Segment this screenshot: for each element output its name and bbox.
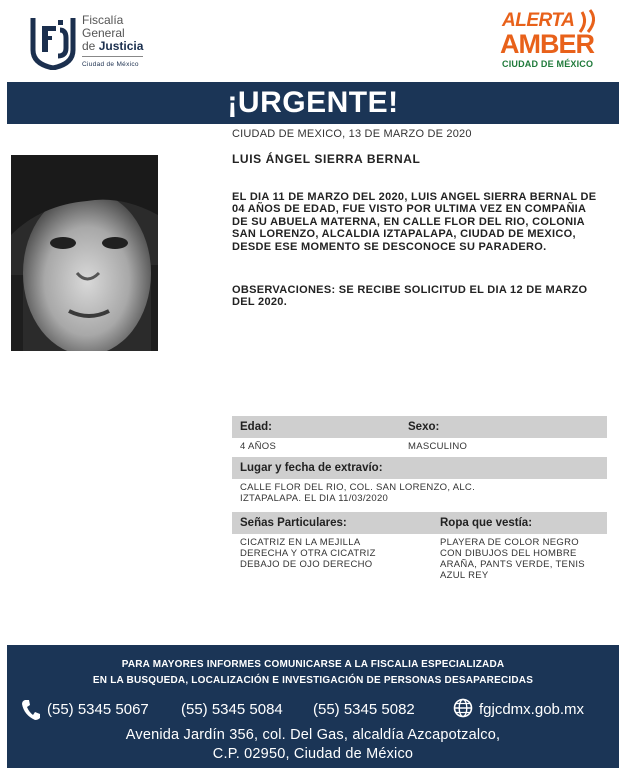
globe-icon <box>453 698 473 718</box>
phone-icon <box>21 699 41 721</box>
amber-line1: ALERTA <box>502 10 575 31</box>
place-value-line2: IZTAPALAPA. EL DIA 11/03/2020 <box>240 493 389 504</box>
date-place: CIUDAD DE MEXICO, 13 DE MARZO DE 2020 <box>232 128 472 140</box>
signal-wave-icon <box>578 8 606 34</box>
marks-label: Señas Particulares: <box>232 512 432 534</box>
sex-label: Sexo: <box>400 416 607 438</box>
urgent-banner: ¡URGENTE! <box>7 82 619 124</box>
fgj-line4: Ciudad de México <box>82 56 143 71</box>
fgj-line1: Fiscalía <box>82 13 124 27</box>
phone-number-1[interactable]: (55) 5345 5067 <box>47 701 149 718</box>
footer-contact-row <box>7 697 619 723</box>
clothes-value-line4: AZUL REY <box>440 570 489 581</box>
phone-number-3[interactable]: (55) 5345 5082 <box>313 701 415 718</box>
clothes-value-line3: ARAÑA, PANTS VERDE, TENIS <box>440 559 585 570</box>
age-value: 4 AÑOS <box>240 441 277 452</box>
fgj-line2: General <box>82 26 125 40</box>
missing-person-name: LUIS ÁNGEL SIERRA BERNAL <box>232 152 421 166</box>
footer-info-line2: EN LA BUSQUEDA, LOCALIZACIÓN E INVESTIGACIÓN DE PERSONAS DESAPARECIDAS <box>92 675 534 686</box>
address-line2: C.P. 02950, Ciudad de México <box>212 746 414 762</box>
marks-value-line1: CICATRIZ EN LA MEJILLA <box>240 537 361 548</box>
case-observations: OBSERVACIONES: SE RECIBE SOLICITUD EL DIA 12 DE MARZO DEL 2020. <box>232 284 588 309</box>
missing-person-photo <box>11 155 158 351</box>
clothes-value-line2: CON DIBUJOS DEL HOMBRE <box>440 548 577 559</box>
fgj-line3-bold: Justicia <box>98 39 144 53</box>
fgj-shield-icon <box>30 14 76 70</box>
amber-line3: CIUDAD DE MÉXICO <box>502 59 594 69</box>
clothes-label: Ropa que vestía: <box>432 512 607 534</box>
place-label: Lugar y fecha de extravío: <box>232 457 607 479</box>
fgj-line3-prefix: de <box>82 39 96 53</box>
website-link[interactable]: fgjcdmx.gob.mx <box>479 701 585 718</box>
alerta-amber-logo <box>496 8 608 72</box>
place-value-line1: CALLE FLOR DEL RIO, COL. SAN LORENZO, ALC. <box>240 482 476 493</box>
case-description: EL DIA 11 DE MARZO DEL 2020, LUIS ANGEL SIERRA BERNAL DE 04 AÑOS DE EDAD, FUE VISTO POR ULTIMA VEZ EN COMPAÑIA DE SU ABUELA MATERNA, EN CALLE FLOR DEL RIO, COLONIA SAN LORENZO, ALCALDIA IZTAPALAPA, CIUDAD DE MEXICO, DESDE ESE MOMENTO SE DESCONOCE SU PARADERO. <box>232 191 597 253</box>
age-label: Edad: <box>232 416 400 438</box>
marks-value-line2: DERECHA Y OTRA CICATRIZ <box>240 548 376 559</box>
contact-footer <box>7 645 619 768</box>
fgj-logo <box>30 12 160 74</box>
footer-info-line1: PARA MAYORES INFORMES COMUNICARSE A LA FISCALIA ESPECIALIZADA <box>121 659 505 670</box>
phone-number-2[interactable]: (55) 5345 5084 <box>181 701 283 718</box>
clothes-value-line1: PLAYERA DE COLOR NEGRO <box>440 537 579 548</box>
amber-line2: AMBER <box>500 29 594 59</box>
sex-value: MASCULINO <box>408 441 468 452</box>
marks-value-line3: DEBAJO DE OJO DERECHO <box>240 559 373 570</box>
address-line1: Avenida Jardín 356, col. Del Gas, alcaldía Azcapotzalco, <box>125 727 501 743</box>
